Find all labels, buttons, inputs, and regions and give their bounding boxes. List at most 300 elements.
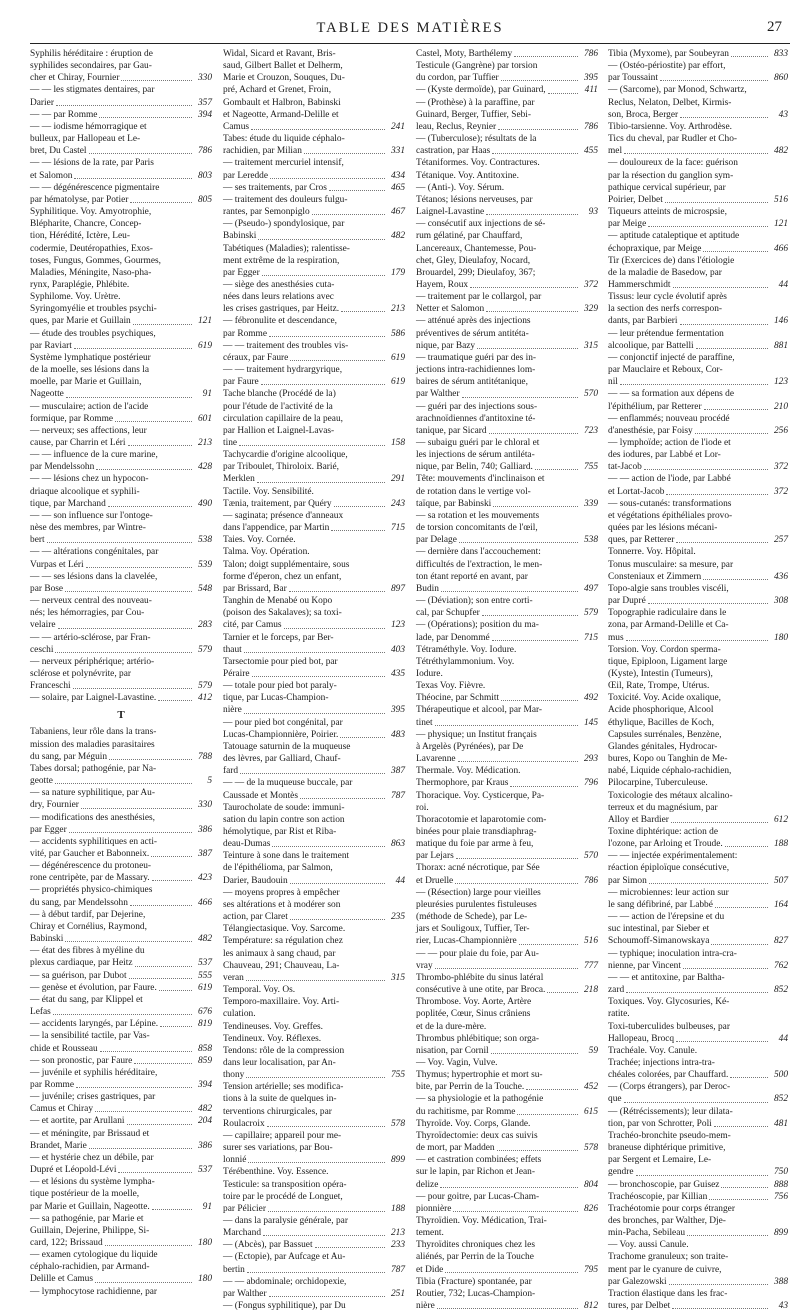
entry-page-number: 434 xyxy=(390,170,405,181)
index-entry xyxy=(416,291,598,303)
entry-text: Trachéotomie pour corps étranger xyxy=(608,1203,735,1214)
leader-dots xyxy=(620,384,768,385)
entry-page-number: 601 xyxy=(197,413,212,424)
entry-text: nique, par Belin, 740; Galliard. xyxy=(416,462,533,473)
index-entry xyxy=(608,1118,788,1130)
entry-text: Péraire xyxy=(223,668,250,679)
leader-dots xyxy=(55,783,192,784)
entry-page-number: 788 xyxy=(197,751,212,762)
index-entry xyxy=(30,72,212,84)
entry-text: Darier, Baudouin xyxy=(223,875,288,886)
entry-text: chide et Rousseau xyxy=(30,1043,98,1054)
index-entry xyxy=(30,970,212,982)
entry-text: Syphilitique. Voy. Amyotrophie, xyxy=(30,207,152,218)
entry-text: Texas Voy. Fièvre. xyxy=(416,681,486,692)
index-entry xyxy=(608,911,788,923)
entry-text: — pour goitre, par Lucas-Cham- xyxy=(416,1191,540,1202)
entry-text: min-Pacha, Sebileau xyxy=(608,1228,686,1239)
index-entry xyxy=(30,1201,212,1213)
entry-text: Netter et Salomon xyxy=(416,304,485,315)
entry-page-number: 863 xyxy=(390,839,405,850)
leader-dots xyxy=(649,883,768,884)
leader-dots xyxy=(535,469,578,470)
index-entry xyxy=(416,1227,598,1239)
entry-text: — (Ostéo-périostite) par effort, xyxy=(608,61,726,72)
index-entry xyxy=(416,206,598,218)
entry-text: les animaux à sang chaud, par xyxy=(223,948,336,959)
index-entry xyxy=(416,315,598,327)
entry-text: de la moelle, ses lésions dans la xyxy=(30,365,149,376)
index-entry xyxy=(608,1251,788,1263)
index-entry xyxy=(416,923,598,935)
entry-text: — (Pseudo-) spondylosique, par xyxy=(223,219,345,230)
entry-text: (méthode de Schede), par Le- xyxy=(416,912,528,923)
entry-text: — (Abcès), par Bassuet xyxy=(223,1240,313,1251)
entry-page-number: 395 xyxy=(390,705,405,716)
index-entry xyxy=(608,243,788,255)
leader-dots xyxy=(470,287,578,288)
entry-text: par Simon xyxy=(608,875,647,886)
entry-page-number: 293 xyxy=(583,754,598,765)
index-entry xyxy=(30,1261,212,1273)
index-entry xyxy=(223,559,405,571)
entry-page-number: 860 xyxy=(773,73,788,84)
entry-page-number: 579 xyxy=(197,681,212,692)
index-entry xyxy=(30,461,212,473)
leader-dots xyxy=(441,591,578,592)
entry-text: de l'épithélioma, par Salmon, xyxy=(223,863,333,874)
index-entry xyxy=(223,935,405,947)
leader-dots xyxy=(636,1175,768,1176)
entry-text: Télangiectasique. Voy. Sarcome. xyxy=(223,924,346,935)
entry-text: — (Prothèse) à la paraffine, par xyxy=(416,97,535,108)
index-entry xyxy=(416,717,598,729)
index-entry xyxy=(416,328,598,340)
leader-dots xyxy=(55,652,192,653)
entry-page-number: 291 xyxy=(390,474,405,485)
index-entry xyxy=(223,255,405,267)
entry-text: — (Déviation); son entre corti- xyxy=(416,596,533,607)
index-entry xyxy=(223,1227,405,1239)
leader-dots xyxy=(696,348,768,349)
entry-text: — la sensibilité tactile, par Vas- xyxy=(30,1031,150,1042)
index-entry xyxy=(608,510,788,522)
entry-page-number: 612 xyxy=(773,814,788,825)
entry-text: — sa nature syphilitique, par Au- xyxy=(30,788,155,799)
leader-dots xyxy=(435,968,578,969)
index-entry xyxy=(416,656,598,668)
index-entry xyxy=(223,1130,405,1142)
index-entry xyxy=(608,48,788,60)
entry-page-number: 330 xyxy=(197,800,212,811)
index-entry xyxy=(416,1081,598,1093)
entry-text: braneuse diphtérique primitive, xyxy=(608,1143,726,1154)
entry-text: — nerveux; ses affections, leur xyxy=(30,425,147,436)
index-entry xyxy=(223,133,405,145)
entry-page-number: 210 xyxy=(773,401,788,412)
index-entry xyxy=(416,850,598,862)
leader-dots xyxy=(290,919,385,920)
index-entry xyxy=(416,498,598,510)
leader-dots xyxy=(74,178,192,179)
index-entry xyxy=(223,498,405,510)
index-entry xyxy=(416,692,598,704)
entry-page-number: 188 xyxy=(390,1203,405,1214)
entry-text: Tænia, traitement, par Quéry xyxy=(223,498,332,509)
entry-text: des lèvres, par Galliard, Chauf- xyxy=(223,754,341,765)
index-entry xyxy=(608,802,788,814)
index-entry xyxy=(416,97,598,109)
entry-text: lade, par Denommé xyxy=(416,632,490,643)
leader-dots xyxy=(731,56,768,57)
entry-text: — sa rotation et les mouvements xyxy=(416,510,540,521)
entry-page-number: 435 xyxy=(390,668,405,679)
index-entry xyxy=(416,376,598,388)
leader-dots xyxy=(501,700,578,701)
entry-text: Thoracique. Voy. Cysticerque, Pa- xyxy=(416,790,545,801)
entry-page-number: 619 xyxy=(197,982,212,993)
entry-text: cité, par Camus xyxy=(223,620,282,631)
index-entry xyxy=(416,887,598,899)
entry-text: — dernière dans l'accouchement: xyxy=(416,547,541,558)
leader-dots xyxy=(263,1235,385,1236)
index-entry xyxy=(608,632,788,644)
entry-text: par Galezowski xyxy=(608,1276,667,1287)
entry-page-number: 164 xyxy=(773,899,788,910)
leader-dots xyxy=(711,944,768,945)
entry-text: — — abdominale; orchidopexie, xyxy=(223,1276,347,1287)
entry-page-number: 538 xyxy=(197,535,212,546)
leader-dots xyxy=(152,1209,192,1210)
index-entry xyxy=(416,388,598,400)
entry-page-number: 394 xyxy=(197,109,212,120)
entry-text: par Leredde xyxy=(223,170,269,181)
leader-dots xyxy=(626,640,768,641)
entry-text: — état des fibres à myéline du xyxy=(30,946,145,957)
leader-dots xyxy=(331,530,385,531)
index-entry xyxy=(223,1021,405,1033)
index-entry xyxy=(30,1225,212,1237)
index-entry xyxy=(416,790,598,802)
entry-text: — à début tardif, par Dejerine, xyxy=(30,909,146,920)
entry-page-number: 619 xyxy=(390,352,405,363)
index-entry xyxy=(30,921,212,933)
index-entry xyxy=(608,692,788,704)
entry-text: par Raviart xyxy=(30,340,72,351)
index-entry xyxy=(608,1276,788,1288)
entry-text: ment par le cyanure de cuivre, xyxy=(608,1264,722,1275)
index-entry xyxy=(416,1118,598,1130)
index-entry xyxy=(416,121,598,133)
entry-text: cal, par Schupfer xyxy=(416,608,480,619)
entry-text: Talma. Voy. Opération. xyxy=(223,547,310,558)
leader-dots xyxy=(462,397,578,398)
entry-text: — pour pied bot congénital, par xyxy=(223,717,343,728)
entry-page-number: 579 xyxy=(583,608,598,619)
entry-text: Topo-algie sans troubles viscéli, xyxy=(608,583,729,594)
entry-text: pleurésies purulentes fistuleuses xyxy=(416,899,537,910)
entry-page-number: 803 xyxy=(197,170,212,181)
entry-text: binées pour plaie transdiaphrag- xyxy=(416,827,537,837)
index-entry xyxy=(608,960,788,972)
entry-text: Syphilome. Voy. Urètre. xyxy=(30,292,121,303)
entry-text: Roulacroix xyxy=(223,1118,265,1129)
entry-text: — nerveux central des nouveau- xyxy=(30,596,152,607)
leader-dots xyxy=(492,640,578,641)
index-entry xyxy=(223,473,405,485)
entry-text: par Hallion et Laignel-Lavas- xyxy=(223,425,335,436)
entry-text: nil xyxy=(608,377,618,388)
entry-text: Tanghin de Menabé ou Kopo xyxy=(223,596,333,607)
leader-dots xyxy=(108,506,192,507)
entry-text: — guéri par des injections sous- xyxy=(416,401,538,412)
entry-text: — (Anti-). Voy. Sérum. xyxy=(416,182,505,193)
entry-text: du cordon, par Tuffier xyxy=(416,73,499,84)
index-entry xyxy=(223,1154,405,1166)
index-entry xyxy=(608,790,788,802)
leader-dots xyxy=(95,1111,192,1112)
entry-text: chéales colorées, par Chauffard. xyxy=(608,1070,729,1081)
entry-page-number: 482 xyxy=(390,231,405,242)
entry-text: Tétanique. Voy. Antitoxine. xyxy=(416,170,519,181)
entry-text: Température: sa régulation chez xyxy=(223,936,343,947)
entry-text: ques, par Marie et Guillain xyxy=(30,316,131,327)
entry-text: hémolytique, par Rist et Riba- xyxy=(223,827,337,837)
entry-text: Tibia (Myxome), par Soubeyran xyxy=(608,49,729,59)
entry-text: suc intestinal, par Sieber et xyxy=(608,924,710,935)
index-entry xyxy=(30,510,212,522)
entry-text: consécutive à une otite, par Broca. xyxy=(416,985,546,996)
index-entry xyxy=(30,619,212,631)
leader-dots xyxy=(158,700,192,701)
entry-text: culation. xyxy=(223,1009,256,1020)
entry-text: — traumatique guéri par des in- xyxy=(416,352,537,363)
entry-text: la section des nerfs correspon- xyxy=(608,304,723,315)
index-entry xyxy=(416,340,598,352)
entry-text: Nageotte xyxy=(30,389,64,400)
index-columns xyxy=(30,48,788,1312)
entry-text: — nerveux périphérique; artério- xyxy=(30,656,155,667)
leader-dots xyxy=(262,275,385,276)
index-entry xyxy=(416,413,598,425)
entry-page-number: 723 xyxy=(583,425,598,436)
entry-text: tures, par Delbet xyxy=(608,1301,671,1312)
index-entry xyxy=(223,1033,405,1045)
index-entry xyxy=(223,303,405,315)
index-entry xyxy=(608,534,788,546)
entry-text: thaut xyxy=(223,644,242,655)
entry-page-number: 357 xyxy=(197,97,212,108)
entry-text: Lefas xyxy=(30,1007,51,1018)
index-entry xyxy=(416,632,598,644)
entry-text: Chiray et Cornélius, Raymond, xyxy=(30,921,147,932)
index-entry xyxy=(608,607,788,619)
entry-text: des iodures, par Labbé et Lor- xyxy=(608,450,721,461)
index-entry xyxy=(608,461,788,473)
index-entry xyxy=(223,875,405,887)
leader-dots xyxy=(58,628,192,629)
entry-text: et de la dure-mère. xyxy=(416,1021,487,1032)
entry-text: terreux et du magnésium, par xyxy=(608,802,718,813)
entry-text: toire par le procédé de Longuet, xyxy=(223,1191,343,1202)
index-entry xyxy=(223,1166,405,1178)
index-entry xyxy=(223,170,405,182)
leader-dots xyxy=(118,1172,192,1173)
entry-text: delize xyxy=(416,1179,439,1190)
index-entry xyxy=(416,583,598,595)
entry-page-number: 411 xyxy=(584,85,598,96)
index-entry xyxy=(416,559,598,571)
entry-text: Toxicité. Voy. Acide oxalique, xyxy=(608,693,721,704)
entry-page-number: 59 xyxy=(588,1045,598,1056)
index-entry xyxy=(30,170,212,182)
entry-page-number: 329 xyxy=(583,304,598,315)
entry-page-number: 145 xyxy=(583,717,598,728)
entry-text: rum gélatiné, par Chauffard, xyxy=(416,231,523,242)
page-title: TABLE DES MATIÈRES xyxy=(316,20,504,36)
index-entry xyxy=(223,887,405,899)
section-letter: T xyxy=(117,709,125,722)
entry-page-number: 465 xyxy=(390,182,405,193)
index-entry xyxy=(30,994,212,1006)
index-entry xyxy=(416,838,598,850)
entry-text: et Nageotte, Armand-Delille et xyxy=(223,109,339,120)
entry-page-number: 330 xyxy=(197,73,212,84)
index-entry xyxy=(608,571,788,583)
index-entry xyxy=(608,923,788,935)
leader-dots xyxy=(86,567,192,568)
index-column-1 xyxy=(30,48,212,1297)
index-entry xyxy=(608,680,788,692)
entry-text: — et castration combinées; effets xyxy=(416,1155,542,1166)
entry-text: Widal, Sicard et Ravant, Bris- xyxy=(223,49,336,59)
entry-text: rynx, Paraplégie, Phlébite. xyxy=(30,279,130,290)
entry-text: nière xyxy=(223,705,242,716)
index-entry xyxy=(416,218,598,230)
index-entry xyxy=(608,121,788,133)
leader-dots xyxy=(440,1187,578,1188)
index-entry xyxy=(608,1033,788,1045)
index-entry xyxy=(416,777,598,789)
index-entry xyxy=(30,1018,212,1030)
entry-text: lonnié xyxy=(223,1155,247,1166)
entry-page-number: 715 xyxy=(390,523,405,534)
index-entry xyxy=(608,1069,788,1081)
index-entry xyxy=(30,1273,212,1285)
index-entry xyxy=(608,1130,788,1142)
entry-page-number: 243 xyxy=(390,498,405,509)
index-entry xyxy=(223,644,405,656)
leader-dots xyxy=(121,80,192,81)
entry-text: de la maladie de Basedow, par xyxy=(608,267,722,278)
leader-dots xyxy=(666,494,768,495)
entry-text: Tonnerre. Voy. Hôpital. xyxy=(608,547,696,558)
index-column-3 xyxy=(416,48,598,1312)
entry-text: Dupré et Léopold-Lévi xyxy=(30,1165,117,1176)
leader-dots xyxy=(152,880,192,881)
entry-page-number: 387 xyxy=(197,849,212,859)
index-entry xyxy=(608,157,788,169)
leader-dots xyxy=(73,688,192,689)
index-entry xyxy=(608,1093,788,1105)
entry-page-number: 44 xyxy=(778,279,788,290)
index-entry xyxy=(223,109,405,121)
index-entry xyxy=(223,97,405,109)
leader-dots xyxy=(680,324,768,325)
entry-text: Tendons: rôle de la compression xyxy=(223,1045,345,1056)
entry-text: Tendineux. Voy. Réflexes. xyxy=(223,1033,322,1044)
index-entry xyxy=(416,182,598,194)
entry-text: par Bose xyxy=(30,583,64,594)
entry-text: Testicule (Gangrène) par torsion xyxy=(416,61,538,72)
index-entry xyxy=(416,1300,598,1312)
entry-text: Trachéo-bronchite pseudo-mem- xyxy=(608,1130,731,1141)
entry-text: du rachitisme, par Romme xyxy=(416,1106,516,1117)
index-entry xyxy=(608,72,788,84)
leader-dots xyxy=(81,808,192,809)
entry-text: — — dégénérescence pigmentaire xyxy=(30,182,160,193)
index-entry xyxy=(416,1045,598,1057)
entry-text: par Mendelssohn xyxy=(30,462,95,473)
index-entry xyxy=(223,218,405,230)
index-entry xyxy=(30,1115,212,1127)
entry-text: — consécutif aux injections de sé- xyxy=(416,219,546,230)
entry-text: Iodure. xyxy=(416,668,443,679)
entry-text: Thermale. Voy. Médication. xyxy=(416,766,521,777)
index-entry xyxy=(608,559,788,571)
index-entry xyxy=(223,753,405,765)
index-entry xyxy=(223,777,405,789)
entry-text: — et méningite, par Brissaud et xyxy=(30,1128,150,1139)
index-entry xyxy=(608,291,788,303)
entry-page-number: 786 xyxy=(583,49,598,59)
entry-page-number: 827 xyxy=(773,936,788,947)
entry-text: Lancereaux, Chantemesse, Pou- xyxy=(416,243,537,254)
index-entry xyxy=(416,1288,598,1300)
index-entry xyxy=(416,899,598,911)
entry-text: — Voy. Vagin, Vulve. xyxy=(416,1057,498,1068)
index-entry xyxy=(223,1300,405,1312)
entry-text: Tonus musculaire: sa mesure, par xyxy=(608,559,734,570)
entry-text: — subaigu guéri par le chloral et xyxy=(416,438,540,448)
entry-text: — — son influence sur l'ontoge- xyxy=(30,510,153,521)
index-entry xyxy=(223,388,405,400)
index-entry xyxy=(608,133,788,145)
index-entry xyxy=(223,1069,405,1081)
index-entry xyxy=(416,729,598,741)
index-entry xyxy=(30,230,212,242)
entry-text: Tiqueurs atteints de microspsie, xyxy=(608,207,727,218)
entry-page-number: 570 xyxy=(583,851,598,862)
entry-page-number: 213 xyxy=(390,1228,405,1239)
entry-text: Tétréthylammonium. Voy. xyxy=(416,656,515,667)
entry-text: — juvénile et syphilis héréditaire, xyxy=(30,1067,158,1078)
index-entry xyxy=(416,765,598,777)
entry-page-number: 180 xyxy=(197,1274,212,1285)
entry-text: Tactile. Voy. Sensibilité. xyxy=(223,486,314,497)
entry-text: — sous-cutanés: transformations xyxy=(608,498,732,509)
leader-dots xyxy=(269,336,385,337)
entry-text: — — altérations congénitales, par xyxy=(30,547,159,558)
entry-page-number: 899 xyxy=(773,1228,788,1239)
entry-text: dry, Fournier xyxy=(30,800,79,811)
entry-text: pionnière xyxy=(416,1203,452,1214)
leader-dots xyxy=(69,832,192,833)
index-entry xyxy=(416,486,598,498)
index-entry xyxy=(416,996,598,1008)
entry-text: — accidents laryngés, par Lépine. xyxy=(30,1019,159,1030)
leader-dots xyxy=(519,944,578,945)
